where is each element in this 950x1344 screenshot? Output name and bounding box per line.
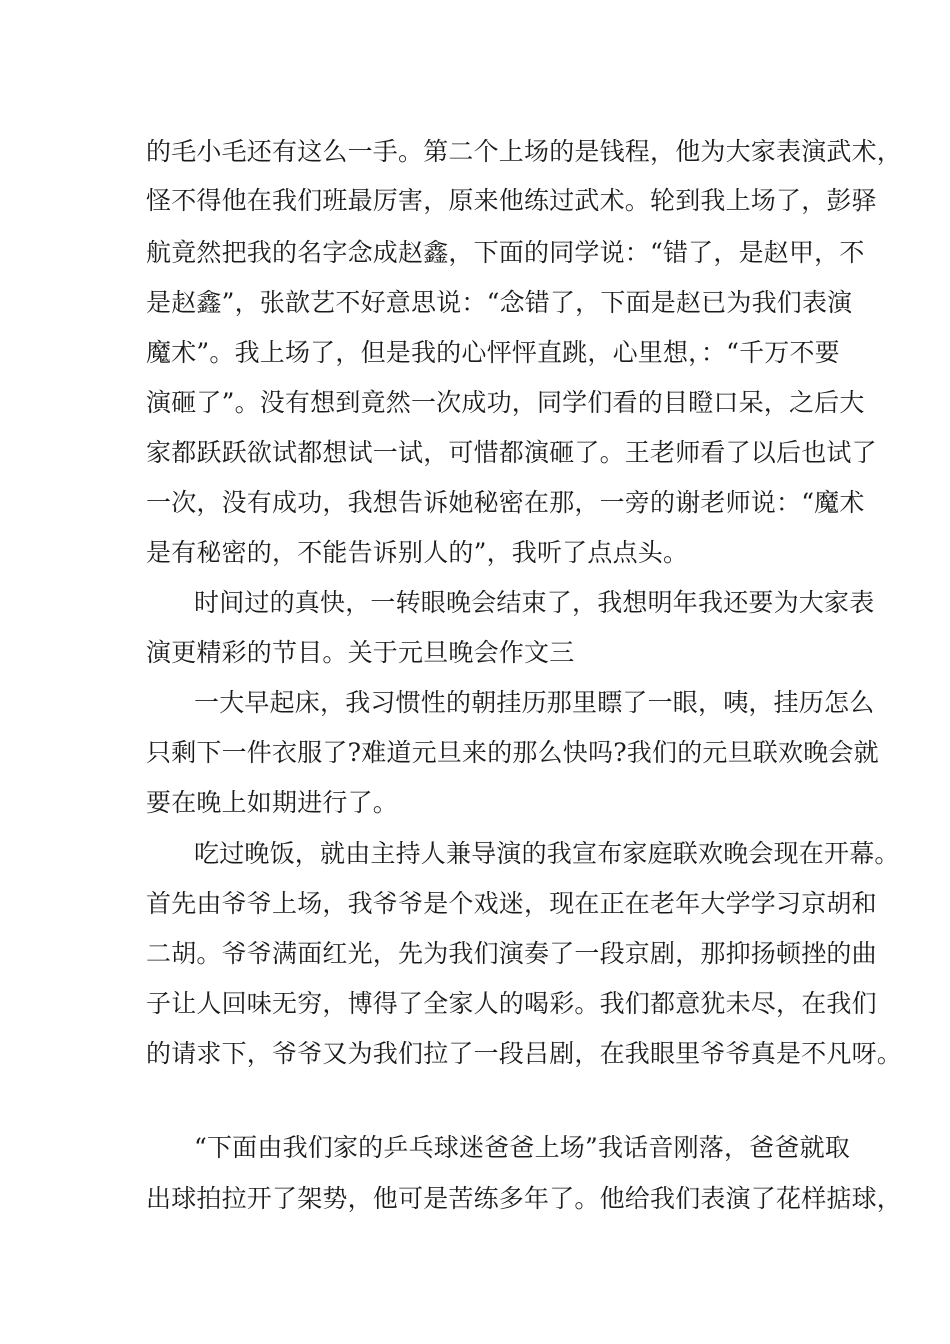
text-line: 首先由爷爷上场，我爷爷是个戏迷，现在正在老年大学学习京胡和 xyxy=(146,889,877,918)
text-line: 演更精彩的节目。关于元旦晚会作文三 xyxy=(146,638,575,667)
text-line: 是赵鑫”，张歆艺不好意思说：“念错了，下面是赵已为我们表演 xyxy=(146,288,853,317)
text-line: 的请求下，爷爷又为我们拉了一段吕剧，在我眼里爷爷真是不凡呀。 xyxy=(146,1039,903,1068)
text-line: 出球拍拉开了架势，他可是苦练多年了。他给我们表演了花样掂球， xyxy=(146,1184,903,1213)
text-line: 子让人回味无穷，博得了全家人的喝彩。我们都意犹未尽，在我们 xyxy=(146,989,877,1018)
text-line: 要在晚上如期进行了。 xyxy=(146,788,399,817)
text-line: 的毛小毛还有这么一手。第二个上场的是钱程，他为大家表演武术， xyxy=(146,137,903,166)
text-line: 只剩下一件衣服了?难道元旦来的那么快吗?我们的元旦联欢晚会就 xyxy=(146,738,879,767)
text-line: 一次，没有成功，我想告诉她秘密在那，一旁的谢老师说：“魔术 xyxy=(146,488,865,517)
text-line: “下面由我们家的乒乓球迷爸爸上场”我话音刚落，爸爸就取 xyxy=(194,1133,850,1162)
text-line: 航竟然把我的名字念成赵鑫，下面的同学说：“错了，是赵甲，不 xyxy=(146,238,865,267)
text-line: 二胡。爷爷满面红光，先为我们演奏了一段京剧，那抑扬顿挫的曲 xyxy=(146,939,877,968)
text-line: 时间过的真快，一转眼晚会结束了，我想明年我还要为大家表 xyxy=(194,588,875,617)
text-line: 是有秘密的，不能告诉别人的”，我听了点点头。 xyxy=(146,538,689,567)
text-line: 魔术”。我上场了，但是我的心怦怦直跳，心里想，：“千万不要 xyxy=(146,338,840,367)
text-line: 家都跃跃欲试都想试一试，可惜都演砸了。王老师看了以后也试了 xyxy=(146,438,877,467)
text-line: 怪不得他在我们班最厉害，原来他练过武术。轮到我上场了，彭驿 xyxy=(146,186,877,215)
text-line: 吃过晚饭，就由主持人兼导演的我宣布家庭联欢晚会现在开幕。 xyxy=(194,839,900,868)
text-line: 一大早起床，我习惯性的朝挂历那里瞟了一眼，咦，挂历怎么 xyxy=(194,688,875,717)
text-line: 演砸了”。没有想到竟然一次成功，同学们看的目瞪口呆，之后大 xyxy=(146,388,865,417)
